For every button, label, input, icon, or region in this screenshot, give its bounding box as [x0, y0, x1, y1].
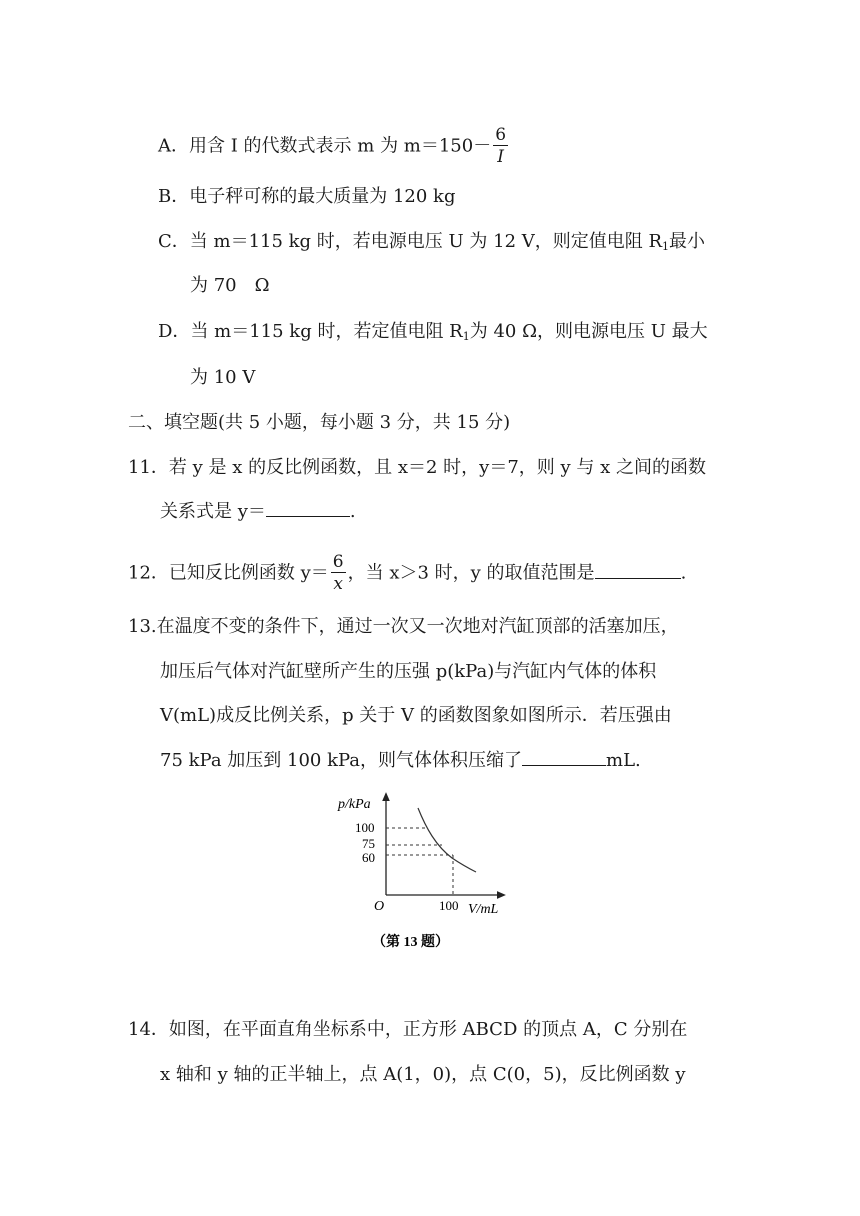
option-c: [158, 228, 705, 261]
q13-line4-b: mL.: [606, 750, 641, 771]
q12-fraction: [331, 552, 346, 595]
option-b-label: B．: [158, 186, 190, 207]
option-d-label: D．: [158, 321, 191, 342]
q12-frac-num: 6: [332, 552, 344, 572]
option-d-text-2: 为 40 Ω，则电源电压 U 最大: [469, 321, 708, 342]
q13-line2: 加压后气体对汽缸壁所产生的压强 p(kPa)与汽缸内气体的体积: [160, 661, 657, 682]
q12-number: 12．: [128, 562, 169, 584]
question-12: [128, 552, 686, 595]
option-c-cont: 为 70 Ω: [190, 275, 270, 296]
option-a: [158, 125, 510, 168]
q11-answer-blank: [266, 498, 350, 517]
option-b: [158, 183, 455, 211]
option-a-frac-den: I: [497, 147, 504, 167]
x-axis-label: V/mL: [468, 902, 499, 917]
q13-line1: 13.在温度不变的条件下，通过一次又一次地对汽缸顶部的活塞加压，: [128, 616, 679, 637]
y-axis-label: p/kPa: [338, 797, 371, 812]
q12-frac-den: x: [333, 574, 343, 594]
option-c-text-1: 当 m＝115 kg 时，若电源电压 U 为 12 V，则定值电阻 R: [189, 231, 663, 252]
q12-text-a: 已知反比例函数 y＝: [168, 562, 329, 584]
option-d-sub: 1: [462, 330, 470, 343]
option-d-text-1: 当 m＝115 kg 时，若定值电阻 R: [190, 321, 463, 342]
q13-line3: V(mL)成反比例关系，p 关于 V 的函数图象如图所示．若压强由: [160, 705, 672, 726]
q12-text-c: .: [680, 562, 687, 584]
q11-line1: 若 y 是 x 的反比例函数，且 x＝2 时，y＝7，则 y 与 x 之间的函数: [168, 457, 706, 478]
option-b-text: 电子秤可称的最大质量为 120 kg: [189, 186, 456, 207]
q13-line4-a: 75 kPa 加压到 100 kPa，则气体体积压缩了: [160, 750, 523, 771]
y-tick-75: 75: [362, 836, 375, 851]
option-c-text-2: 最小: [669, 231, 706, 252]
option-c-sub: 1: [662, 240, 670, 253]
option-d-cont: 为 10 V: [190, 367, 256, 388]
q11-number: 11．: [128, 457, 169, 478]
option-a-text: 用含 I 的代数式表示 m 为 m＝150－: [189, 135, 492, 157]
option-d: [158, 318, 708, 351]
section-two-heading: 二、填空题(共 5 小题，每小题 3 分，共 15 分): [128, 412, 511, 433]
q11-line2-a: 关系式是 y＝: [160, 501, 266, 522]
option-a-frac-num: 6: [495, 125, 507, 145]
q13-answer-blank: [522, 747, 606, 766]
q13-line4: [160, 747, 641, 775]
y-tick-60: 60: [362, 850, 375, 865]
origin-label: O: [374, 899, 385, 914]
option-a-label: A．: [158, 135, 189, 157]
q13-figure: [330, 788, 530, 958]
q14-number: 14．: [128, 1019, 169, 1040]
figure-caption: （第 13 题）: [372, 935, 449, 950]
option-a-fraction: [493, 125, 508, 168]
question-11: [128, 454, 706, 482]
q14-line2: x 轴和 y 轴的正半轴上，点 A(1，0)，点 C(0，5)，反比例函数 y: [160, 1064, 686, 1085]
q12-answer-blank: [595, 560, 681, 579]
option-c-label: C．: [158, 231, 190, 252]
y-tick-100: 100: [355, 820, 375, 835]
inverse-curve: [418, 808, 476, 872]
question-14: [128, 1016, 687, 1044]
q14-line1: 如图，在平面直角坐标系中，正方形 ABCD 的顶点 A，C 分别在: [168, 1019, 688, 1040]
q12-text-b: ，当 x＞3 时，y 的取值范围是: [347, 562, 595, 584]
question-11-cont: [160, 498, 356, 526]
q11-line2-b: .: [349, 501, 356, 522]
x-tick-100: 100: [439, 898, 459, 913]
